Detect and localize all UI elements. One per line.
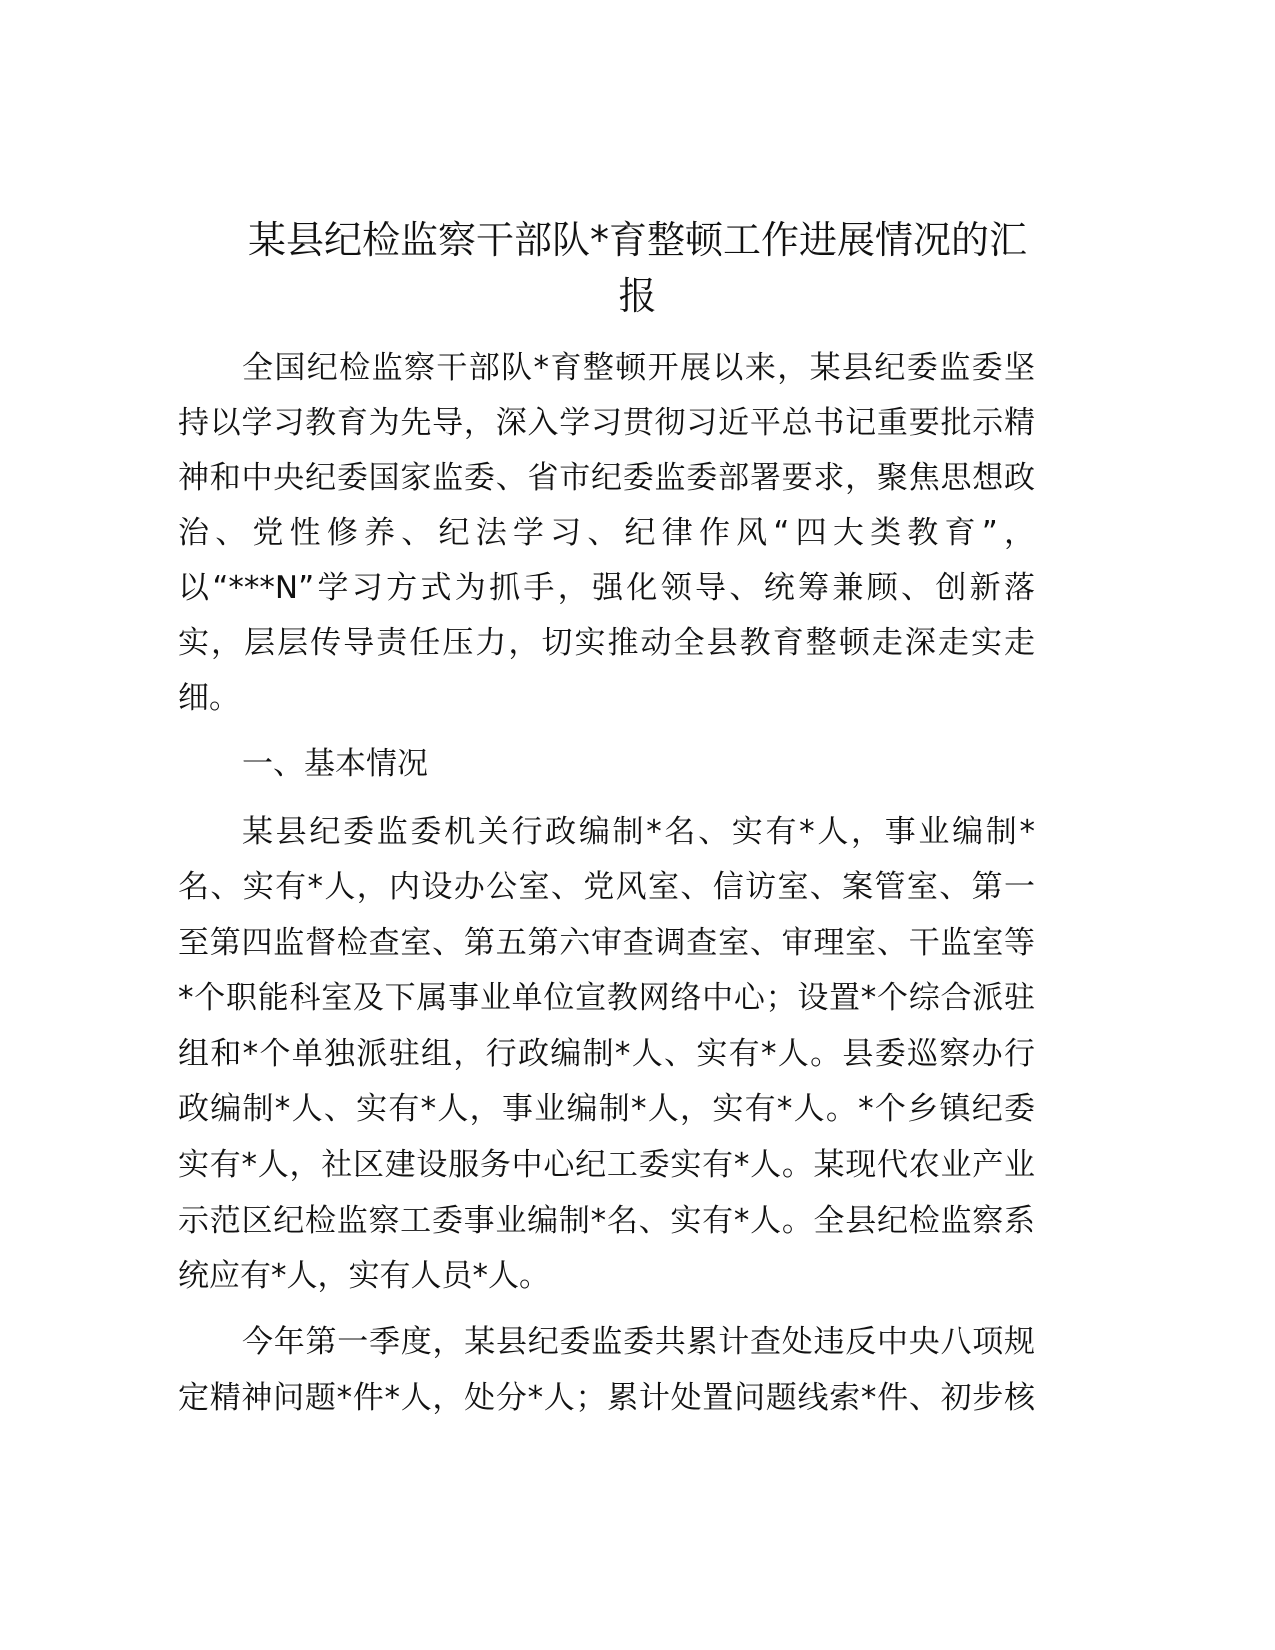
document-title: 某县纪检监察干部队*育整顿工作进展情况的汇: [247, 218, 1027, 262]
paragraph-line: 至第四监督检查室、第五第六审查调查室、审理室、干监室等: [178, 925, 1035, 961]
paragraph-line: 实有*人，社区建设服务中心纪工委实有*人。某现代农业产业: [178, 1147, 1035, 1183]
paragraph-line: 全国纪检监察干部队*育整顿开展以来，某县纪委监委坚: [242, 350, 1035, 386]
paragraph-line: 实，层层传导责任压力，切实推动全县教育整顿走深走实走: [178, 625, 1035, 661]
paragraph-line: 组和*个单独派驻组，行政编制*人、实有*人。县委巡察办行: [178, 1036, 1035, 1072]
paragraph-line: 示范区纪检监察工委事业编制*名、实有*人。全县纪检监察系: [178, 1203, 1035, 1239]
paragraph-line: *个职能科室及下属事业单位宣教网络中心；设置*个综合派驻: [178, 980, 1035, 1016]
paragraph-line: 政编制*人、实有*人，事业编制*人，实有*人。*个乡镇纪委: [178, 1091, 1035, 1127]
paragraph-line: 治、党性修养、纪法学习、纪律作风“四大类教育”，: [178, 515, 1035, 551]
paragraph-line: 某县纪委监委机关行政编制*名、实有*人，事业编制*: [242, 814, 1035, 850]
paragraph-line: 定精神问题*件*人，处分*人；累计处置问题线索*件、初步核: [178, 1380, 1035, 1416]
paragraph-line: 神和中央纪委国家监委、省市纪委监委部署要求，聚焦思想政: [178, 460, 1035, 496]
paragraph-line: 以“***N”学习方式为抓手，强化领导、统筹兼顾、创新落: [178, 570, 1035, 606]
document-title-continued: 报: [618, 274, 657, 318]
paragraph-line: 持以学习教育为先导，深入学习贯彻习近平总书记重要批示精: [178, 405, 1035, 441]
paragraph-line: 细。: [178, 680, 240, 716]
paragraph-line: 统应有*人，实有人员*人。: [178, 1258, 550, 1294]
paragraph-line: 名、实有*人，内设办公室、党风室、信访室、案管室、第一: [178, 869, 1035, 905]
section-heading: 一、基本情况: [242, 746, 428, 782]
paragraph-line: 今年第一季度，某县纪委监委共累计查处违反中央八项规: [242, 1324, 1035, 1360]
